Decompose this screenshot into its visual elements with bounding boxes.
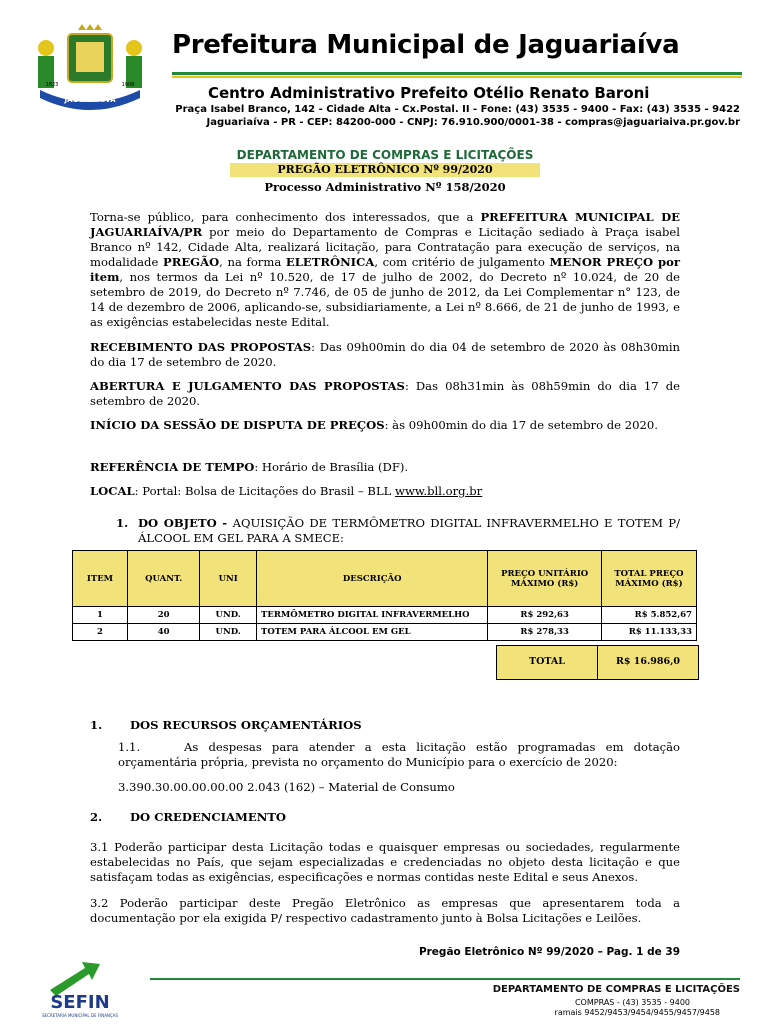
intro-bold-4: MENOR PREÇO por item bbox=[90, 255, 681, 284]
credenciamento-title: DO CREDENCIAMENTO bbox=[130, 810, 287, 824]
sefin-logo-text: SEFIN bbox=[50, 992, 110, 1013]
header-uni: UNI bbox=[200, 551, 257, 607]
bll-link[interactable]: www.bll.org.br bbox=[395, 484, 483, 498]
recursos-number: 1. bbox=[90, 718, 103, 732]
row1-preco: R$ 292,63 bbox=[488, 607, 601, 624]
row1-total: R$ 5.852,67 bbox=[601, 607, 696, 624]
abertura-text: : Das 08h31min às 08h59min do dia 17 de setembro de 2020. bbox=[90, 379, 681, 408]
recebimento-label: RECEBIMENTO DAS PROPOSTAS bbox=[90, 340, 312, 354]
table-header-row bbox=[73, 551, 697, 607]
objeto-label: DO OBJETO - bbox=[138, 516, 233, 530]
intro-text-1: Torna-se público, para conhecimento dos interessados, que a bbox=[90, 210, 481, 224]
objeto-paragraph bbox=[138, 516, 680, 546]
intro-bold-2: PREGÃO bbox=[162, 255, 220, 269]
total-value: R$ 16.986,0 bbox=[615, 656, 681, 667]
recursos-p1: As despesas para atender a esta licitação estão programadas em dotação orçamentária própria, prevista no orçamento do Município para o exercício de 2020: bbox=[118, 740, 680, 769]
recursos-p1-number: 1.1. bbox=[118, 740, 141, 754]
objeto-number: 1. bbox=[116, 516, 129, 530]
credenciamento-p1: 3.1 Poderão participar desta Licitação todas e quaisquer empresas ou sociedades, regularmente estabelecidas no País, que sejam especializadas e credenciadas no objeto desta licitação e que satisfaçam todas as exigências, especificações e normas contidas neste Edital e seus Anexos. bbox=[90, 840, 680, 884]
header-address-line1: Praça Isabel Branco, 142 - Cidade Alta - Cx.Postal. II - Fone: (43) 3535 - 9400 - Fax: (43) 3535 - 9422 bbox=[175, 104, 740, 115]
row1-descricao: TERMÔMETRO DIGITAL INFRAVERMELHO bbox=[257, 607, 488, 624]
footer-ramais: ramais 9452/9453/9454/9455/9457/9458 bbox=[554, 1008, 720, 1017]
abertura-label: ABERTURA E JULGAMENTO DAS PROPOSTAS bbox=[90, 379, 405, 393]
referencia-label: REFERÊNCIA DE TEMPO bbox=[90, 460, 255, 474]
footer-rule bbox=[150, 978, 740, 980]
row2-total: R$ 11.133,33 bbox=[601, 624, 696, 641]
footer-department: DEPARTAMENTO DE COMPRAS E LICITAÇÕES bbox=[492, 984, 740, 995]
crest-year-right: 1908 bbox=[121, 82, 135, 88]
header-rule-yellow bbox=[172, 76, 742, 78]
department-heading: DEPARTAMENTO DE COMPRAS E LICITAÇÕES bbox=[236, 148, 534, 162]
credenciamento-p2: 3.2 Poderão participar deste Pregão Eletrônico as empresas que apresentarem toda a documentação por ela exigida P/ respectivo cadastramento junto à Bolsa Licitações e Leilões. bbox=[90, 896, 680, 925]
pregao-title: PREGÃO ELETRÔNICO Nº 99/2020 bbox=[230, 163, 540, 177]
intro-text-2: por meio do Departamento de Compras e Licitação sediado à Praça isabel Branco nº 142, Cidade Alta, realizará licitação, para Contratação para execução de serviços, na modalidade bbox=[90, 225, 680, 269]
row1-item: 1 bbox=[73, 607, 128, 624]
local-text: : Portal: Bolsa de Licitações do Brasil – BLL bbox=[134, 484, 396, 498]
referencia-paragraph bbox=[90, 460, 680, 475]
page-info: Pregão Eletrônico Nº 99/2020 – Pag. 1 de 39 bbox=[418, 946, 680, 958]
header-quant: QUANT. bbox=[127, 551, 199, 607]
inicio-text: : às 09h00min do dia 17 de setembro de 2020. bbox=[384, 418, 658, 432]
credenciamento-number: 2. bbox=[90, 810, 103, 824]
sefin-logo-subtext: SECRETARIA MUNICIPAL DE FINANÇAS bbox=[41, 1013, 119, 1018]
items-table bbox=[72, 550, 697, 641]
recebimento-text: : Das 09h00min do dia 04 de setembro de 2020 às 08h30min do dia 17 de setembro de 2020. bbox=[90, 340, 680, 369]
abertura-paragraph bbox=[90, 379, 680, 409]
inicio-paragraph bbox=[90, 418, 680, 433]
header-item: ITEM bbox=[73, 551, 128, 607]
intro-text-3: , na forma bbox=[219, 255, 286, 269]
header-address-line2: Jaguariaíva - PR - CEP: 84200-000 - CNPJ: 76.910.900/0001-38 - compras@jaguariaiva.pr.gov.br bbox=[206, 117, 740, 128]
footer-phone: COMPRAS - (43) 3535 - 9400 bbox=[574, 998, 690, 1007]
recursos-title: DOS RECURSOS ORÇAMENTÁRIOS bbox=[130, 718, 362, 732]
header-subtitle: Centro Administrativo Prefeito Otélio Renato Baroni bbox=[208, 84, 650, 102]
objeto-text: AQUISIÇÃO DE TERMÔMETRO DIGITAL INFRAVERMELHO E TOTEM P/ ÁLCOOL EM GEL PARA A SMECE: bbox=[138, 516, 680, 545]
table-row bbox=[73, 624, 697, 641]
row2-descricao: TOTEM PARA ÁLCOOL EM GEL bbox=[257, 624, 488, 641]
municipal-crest-logo bbox=[20, 22, 160, 110]
row2-item: 2 bbox=[73, 624, 128, 641]
sefin-logo bbox=[30, 960, 130, 1020]
total-label: TOTAL bbox=[529, 656, 565, 667]
local-label: LOCAL bbox=[90, 484, 135, 498]
header-preco-unitario: PREÇO UNITÁRIO MÁXIMO (R$) bbox=[488, 551, 601, 607]
inicio-label: INÍCIO DA SESSÃO DE DISPUTA DE PREÇOS bbox=[90, 418, 385, 432]
row2-uni: UND. bbox=[200, 624, 257, 641]
intro-bold-1: PREFEITURA MUNICIPAL DE JAGUARIAÍVA/PR bbox=[90, 210, 680, 239]
header-descricao: DESCRIÇÃO bbox=[257, 551, 488, 607]
row1-uni: UND. bbox=[200, 607, 257, 624]
intro-text-4: , com critério de julgamento bbox=[374, 255, 550, 269]
row1-quant: 20 bbox=[127, 607, 199, 624]
crest-banner-text: JAGUARIAÍVA bbox=[64, 96, 116, 104]
intro-paragraph bbox=[90, 210, 680, 330]
total-box bbox=[496, 645, 699, 680]
header-title: Prefeitura Municipal de Jaguariaíva bbox=[172, 30, 680, 60]
crest-year-left: 1823 bbox=[45, 82, 59, 88]
header-rule-green bbox=[172, 72, 742, 75]
row2-preco: R$ 278,33 bbox=[488, 624, 601, 641]
intro-bold-3: ELETRÔNICA bbox=[285, 255, 375, 269]
referencia-text: : Horário de Brasília (DF). bbox=[254, 460, 409, 474]
header-total: TOTAL PREÇO MÁXIMO (R$) bbox=[601, 551, 696, 607]
table-row bbox=[73, 607, 697, 624]
recebimento-paragraph bbox=[90, 340, 680, 370]
processo-title: Processo Administrativo Nº 158/2020 bbox=[264, 180, 506, 194]
intro-text-5: , nos termos da Lei nº 10.520, de 17 de julho de 2002, do Decreto nº 10.024, de 20 de setembro de 2019, do Decreto nº 7.746, de 05 de junho de 2012, da Lei Complementar n° 123, de 14 de dezembro de 2006, aplicando-se, subsidiariamente, a Lei nº 8.666, de 21 de junho de 1993, e as exigências estabelecidas neste Edital. bbox=[90, 270, 680, 329]
local-paragraph bbox=[90, 484, 680, 499]
row2-quant: 40 bbox=[127, 624, 199, 641]
recursos-p2: 3.390.30.00.00.00.00 2.043 (162) – Material de Consumo bbox=[118, 780, 455, 794]
